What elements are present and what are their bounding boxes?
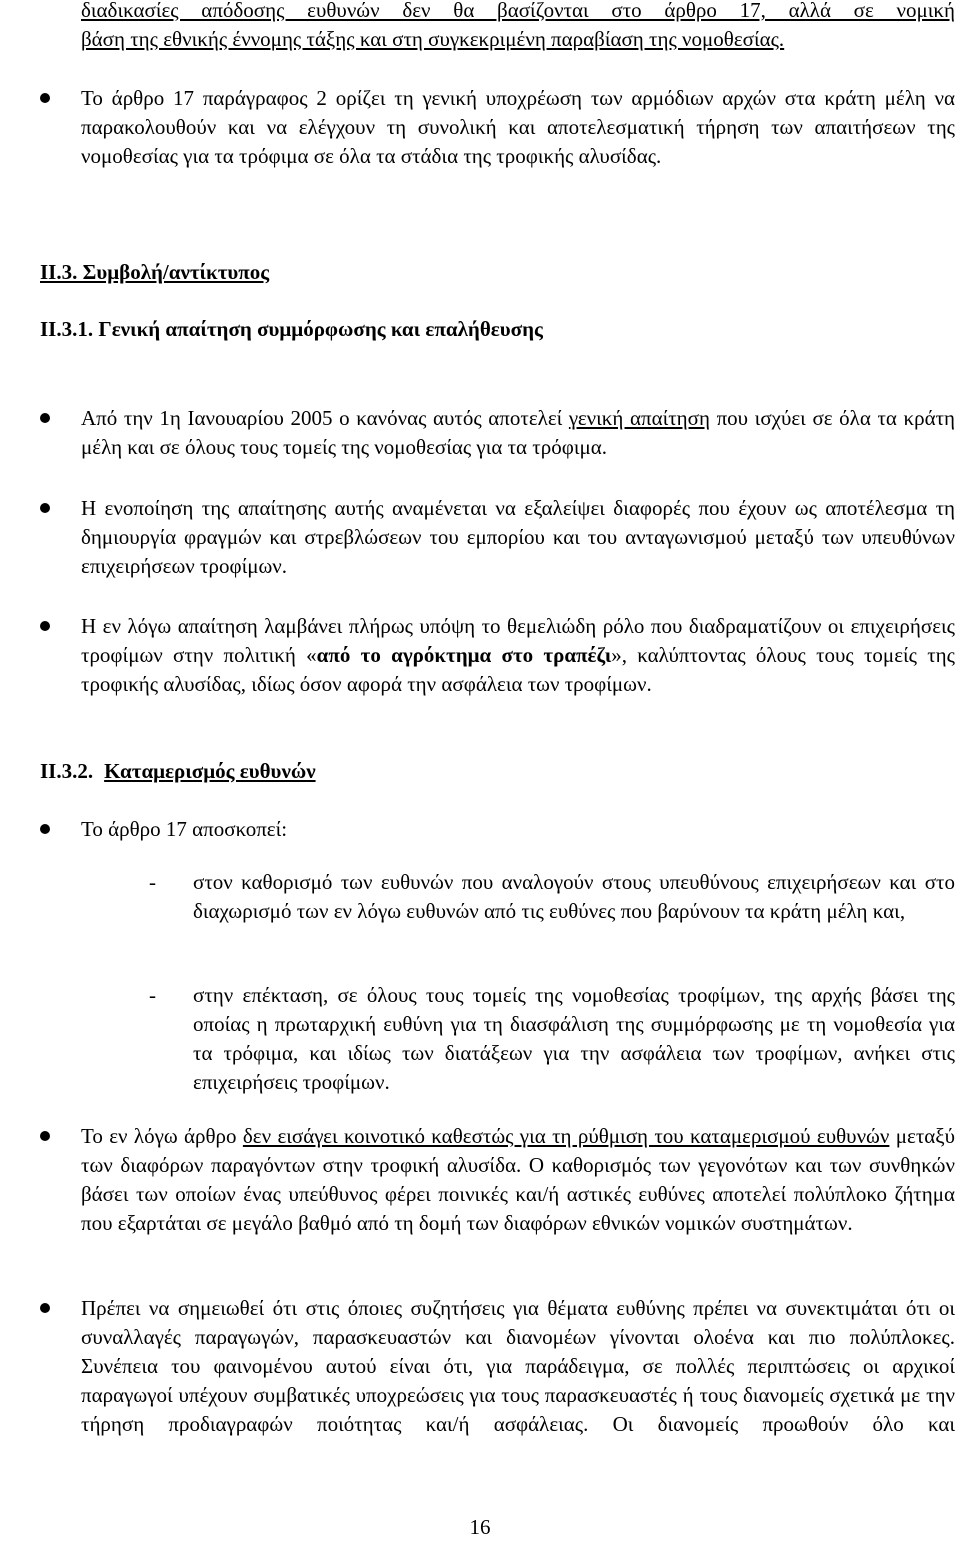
intro-line-1: διαδικασίες απόδοσης ευθυνών δεν θα βασίζονται στο άρθρο 17, αλλά σε νομική	[81, 0, 955, 22]
bullet-dot	[40, 824, 50, 834]
paragraph-general-requirement	[81, 404, 955, 462]
dash-item-extension: στην επέκταση, σε όλους τους τομείς της νομοθεσίας τροφίμων, της αρχής βάσει της οποίας η πρωταρχική ευθύνη για τη διασφάλιση της συμμόρφωσης με τη νομοθεσία για τα τρόφιμα, και ιδίως των διατάξεων για την ασφάλεια των τροφίμων, ανήκει στις επιχειρήσεις τροφίμων.	[193, 983, 955, 1094]
section-heading-ii31: ΙΙ.3.1. Γενική απαίτηση συμμόρφωσης και επαλήθευσης	[40, 317, 543, 341]
text: που ισχύει σε όλα τα κράτη μέλη και σε όλους τους τομείς της νομοθεσίας για τα τρόφιμα.	[81, 406, 956, 459]
paragraph-article17-aims: Το άρθρο 17 αποσκοπεί:	[81, 817, 288, 841]
text: Το εν λόγω άρθρο	[81, 1124, 243, 1148]
paragraph-article17: Το άρθρο 17 παράγραφος 2 ορίζει τη γενική υποχρέωση των αρμόδιων αρχών στα κράτη μέλη να παρακολουθούν και να ελέγχουν τη συνολική και αποτελεσματική τήρηση των απαιτήσεων της νομοθεσίας για τα τρόφιμα σε όλα τα στάδια της τροφικής αλυσίδας.	[81, 86, 955, 168]
section-heading-ii32	[40, 757, 316, 786]
bullet-dot	[40, 621, 50, 631]
bullet-dot	[40, 413, 50, 423]
paragraph-farm-to-fork	[81, 612, 955, 699]
intro-line-2: βάση της εθνικής έννομης τάξης και στη συγκεκριμένη παραβίαση της νομοθεσίας.	[81, 27, 785, 51]
text: », καλύπτοντας όλους τους τομείς της τροφικής αλυσίδας, ιδίως όσον αφορά την ασφάλεια των τροφίμων.	[81, 643, 955, 696]
section-number: ΙΙ.3.2.	[40, 759, 94, 783]
text: Η εν λόγω απαίτηση λαμβάνει πλήρως υπόψη το θεμελιώδη ρόλο που διαδραματίζουν οι επιχειρήσεις τροφίμων στην πολιτική «	[81, 614, 955, 667]
section-title: Καταμερισμός ευθυνών	[104, 759, 316, 783]
bullet-dot	[40, 93, 50, 103]
dash-marker: -	[149, 983, 156, 1007]
bullet-dot	[40, 1131, 50, 1141]
dash-item-responsibilities: στον καθορισμό των ευθυνών που αναλογούν στους υπευθύνους επιχειρήσεων και στο διαχωρισμό των εν λόγω ευθυνών από τις ευθύνες που βαρύνουν τα κράτη μέλη και,	[193, 870, 955, 923]
paragraph-harmonisation: Η ενοποίηση της απαίτησης αυτής αναμένεται να εξαλείψει διαφορές που έχουν ως αποτέλεσμα τη δημιουργία φραγμών και στρεβλώσεων του εμπορίου και του ανταγωνισμού μεταξύ των υπευθύνων επιχειρήσεων τροφίμων.	[81, 496, 955, 578]
bullet-dot	[40, 503, 50, 513]
paragraph-contracts: Πρέπει να σημειωθεί ότι στις όποιες συζητήσεις για θέματα ευθύνης πρέπει να συνεκτιμάται ότι οι συναλλαγές παραγωγών, παρασκευαστών και διανομέων γίνονται ολοένα και πιο πολύπλοκες. Συνέπεια του φαινομένου αυτού είναι ότι, για παράδειγμα, σε πολλές περιπτώσεις οι αρχικοί παραγωγοί υπέχουν συμβατικές υποχρεώσεις για τους παρασκευαστές ή τους διανομείς σχετικά με την τήρηση προδιαγραφών ποιότητας και/ή ασφάλειας. Οι διανομείς προωθούν όλο και	[81, 1296, 955, 1436]
paragraph-no-standard	[81, 1122, 955, 1238]
text: Από την 1η Ιανουαρίου 2005 ο κανόνας αυτός αποτελεί	[81, 406, 569, 430]
underlined-phrase: γενική απαίτηση	[568, 406, 710, 430]
bullet-dot	[40, 1303, 50, 1313]
bold-phrase: από το αγρόκτημα στο τραπέζι	[316, 643, 612, 667]
section-heading-ii3: ΙΙ.3. Συμβολή/αντίκτυπος	[40, 260, 270, 284]
underlined-phrase: δεν εισάγει κοινοτικό καθεστώς για τη ρύθμιση του καταμερισμού ευθυνών	[242, 1124, 890, 1148]
dash-marker: -	[149, 870, 156, 894]
page-number: 16	[469, 1515, 491, 1539]
text: μεταξύ των διαφόρων παραγόντων στην τροφική αλυσίδα. Ο καθορισμός των γεγονότων και των συνθηκών βάσει των οποίων ένας υπεύθυνος φέρει ποινικές και/ή αστικές ευθύνες αποτελεί πολύπλοκο ζήτημα που εξαρτάται σε μεγάλο βαθμό από τη δομή των διαφόρων εθνικών νομικών συστημάτων.	[81, 1124, 956, 1235]
